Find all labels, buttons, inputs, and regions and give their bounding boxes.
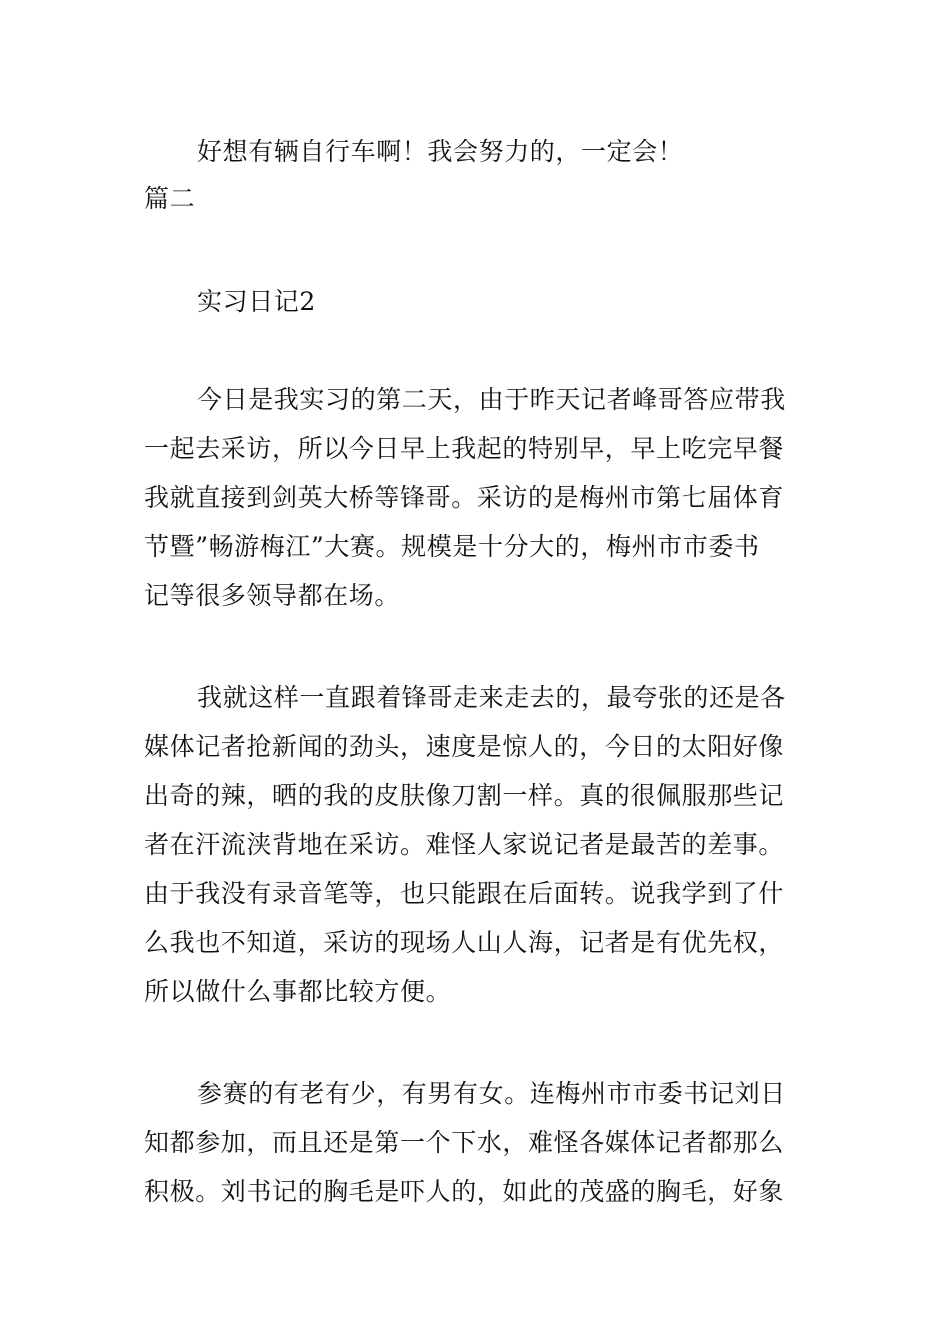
paragraph-line: 积极。刘书记的胸毛是吓人的，如此的茂盛的胸毛，好象	[144, 1177, 785, 1206]
paragraph-line: 媒体记者抢新闻的劲头，速度是惊人的，今日的太阳好像	[144, 732, 785, 761]
paragraph-line: 节暨”畅游梅江”大赛。规模是十分大的，梅州市市委书	[144, 532, 760, 561]
section-heading: 篇二	[144, 184, 196, 213]
paragraph-line: 么我也不知道，采访的现场人山人海，记者是有优先权，	[144, 928, 785, 957]
paragraph-line: 记等很多领导都在场。	[144, 581, 401, 610]
paragraph-line: 我就这样一直跟着锋哥走来走去的，最夸张的还是各	[197, 683, 786, 712]
paragraph-line: 今日是我实习的第二天，由于昨天记者峰哥答应带我	[197, 385, 786, 414]
paragraph-line: 者在汗流浃背地在采访。难怪人家说记者是最苦的差事。	[144, 830, 785, 859]
paragraph-line: 由于我没有录音笔等，也只能跟在后面转。说我学到了什	[144, 879, 785, 908]
paragraph-line: 参赛的有老有少，有男有女。连梅州市市委书记刘日	[197, 1079, 786, 1108]
paragraph-line: 一起去采访，所以今日早上我起的特别早，早上吃完早餐	[144, 434, 785, 463]
paragraph-line: 知都参加，而且还是第一个下水，难怪各媒体记者都那么	[144, 1128, 785, 1157]
diary-title: 实习日记2	[197, 287, 316, 316]
closing-line: 好想有辆自行车啊！我会努力的，一定会！	[197, 137, 684, 166]
paragraph-line: 我就直接到剑英大桥等锋哥。采访的是梅州市第七届体育	[144, 483, 785, 512]
paragraph-line: 所以做什么事都比较方便。	[144, 977, 452, 1006]
paragraph-line: 出奇的辣，晒的我的皮肤像刀割一样。真的很佩服那些记	[144, 781, 785, 810]
